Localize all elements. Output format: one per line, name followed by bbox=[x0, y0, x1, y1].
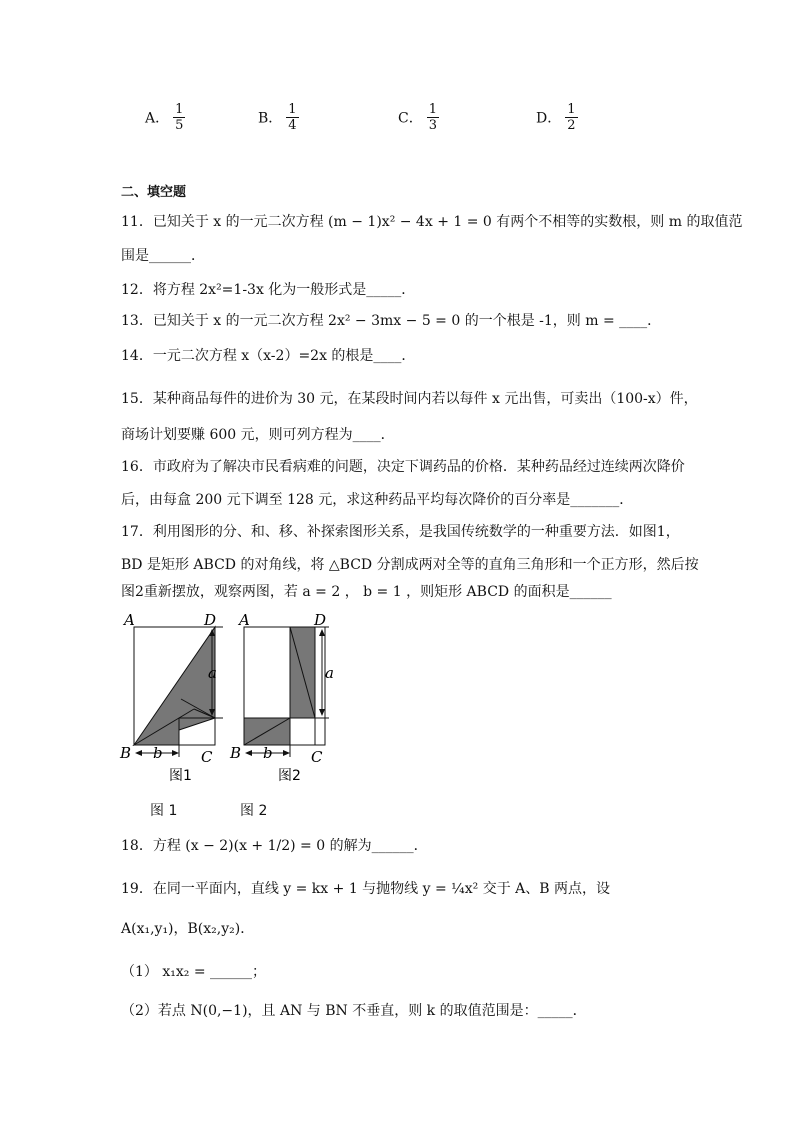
fig1-label-b: B bbox=[120, 744, 132, 762]
question-18: 18．方程 (x − 2)(x + 1/2) = 0 的解为______． bbox=[121, 838, 428, 854]
option-c-label: C． bbox=[398, 110, 423, 127]
question-14: 14．一元二次方程 x（x-2）=2x 的根是____． bbox=[121, 348, 416, 364]
question-17-line1: 17．利用图形的分、和、移、补探索图形关系，是我国传统数学的一种重要方法．如图1， bbox=[121, 524, 680, 540]
fig2-label-c: C bbox=[311, 748, 323, 766]
fig2-label-side-b: b bbox=[263, 744, 273, 762]
question-11-line2: 围是______． bbox=[121, 248, 205, 264]
option-a-fraction: $\frac{1}{5}$ bbox=[175, 102, 184, 133]
option-c bbox=[398, 102, 439, 133]
question-13: 13．已知关于 x 的一元二次方程 2x² − 3mx − 5 = 0 的一个根是 -1，则 m = ____． bbox=[121, 313, 662, 329]
question-19-line2: A(x₁,y₁)，B(x₂,y₂)． bbox=[121, 921, 255, 937]
question-15-line1: 15．某种商品每件的进价为 30 元，在某段时间内若以每件 x 元出售，可卖出（100-x）件， bbox=[121, 391, 698, 407]
question-19-line1: 19．在同一平面内，直线 y = kx + 1 与抛物线 y = ¼x² 交于 A、B 两点，设 bbox=[121, 881, 610, 897]
fig1-label-side-a: a bbox=[208, 664, 217, 682]
fig1-caption: 图1 bbox=[169, 768, 192, 784]
fig2-caption: 图2 bbox=[278, 768, 301, 784]
fig2-label-side-a: a bbox=[325, 664, 334, 682]
fig1-label-c: C bbox=[201, 748, 213, 766]
question-12: 12．将方程 2x²=1-3x 化为一般形式是_____． bbox=[121, 282, 416, 298]
fig2-label-d: D bbox=[314, 611, 327, 629]
question-16-line2: 后，由每盒 200 元下调至 128 元，求这种药品平均每次降价的百分率是_______． bbox=[121, 492, 634, 508]
section-title: 二、填空题 bbox=[121, 185, 187, 200]
fig1-label-d: D bbox=[204, 611, 217, 629]
option-d-fraction: $\frac{1}{2}$ bbox=[567, 102, 576, 133]
question-16-line1: 16．市政府为了解决市民看病难的问题，决定下调药品的价格．某种药品经过连续两次降价 bbox=[121, 459, 685, 475]
option-d bbox=[536, 102, 578, 133]
option-a bbox=[145, 102, 185, 133]
fig1-label-side-b: b bbox=[153, 744, 163, 762]
question-17-line2: BD 是矩形 ABCD 的对角线，将 △BCD 分割成两对全等的直角三角形和一个正方形，然后按 bbox=[121, 557, 699, 573]
figure-caption-1: 图 1 bbox=[150, 803, 178, 819]
fig2-label-a: A bbox=[239, 611, 250, 629]
question-19-part2: （2）若点 N(0,−1)，且 AN 与 BN 不垂直，则 k 的取值范围是：_____． bbox=[121, 1003, 587, 1019]
question-15-line2: 商场计划要赚 600 元，则可列方程为____． bbox=[121, 427, 395, 443]
question-11-line1: 11．已知关于 x 的一元二次方程 (m − 1)x² − 4x + 1 = 0 有两个不相等的实数根，则 m 的取值范 bbox=[121, 214, 743, 230]
figure-1 bbox=[119, 611, 223, 784]
option-d-label: D． bbox=[536, 110, 562, 127]
option-c-fraction: $\frac{1}{3}$ bbox=[428, 102, 437, 133]
geometry-figure bbox=[115, 608, 345, 788]
option-a-label: A． bbox=[145, 110, 170, 127]
figure-caption-2: 图 2 bbox=[240, 803, 268, 819]
option-b-fraction: $\frac{1}{4}$ bbox=[288, 102, 297, 133]
question-17-line3: 图2重新摆放，观察两图，若 a = 2 ， b = 1 ，则矩形 ABCD 的面积是______ bbox=[121, 584, 612, 600]
fig2-label-b: B bbox=[230, 744, 242, 762]
figure-2 bbox=[229, 611, 334, 784]
question-19-part1: （1） x₁x₂ = ______； bbox=[121, 964, 267, 980]
option-b-label: B． bbox=[258, 110, 283, 127]
option-b bbox=[258, 102, 299, 133]
fig1-label-a: A bbox=[124, 611, 135, 629]
